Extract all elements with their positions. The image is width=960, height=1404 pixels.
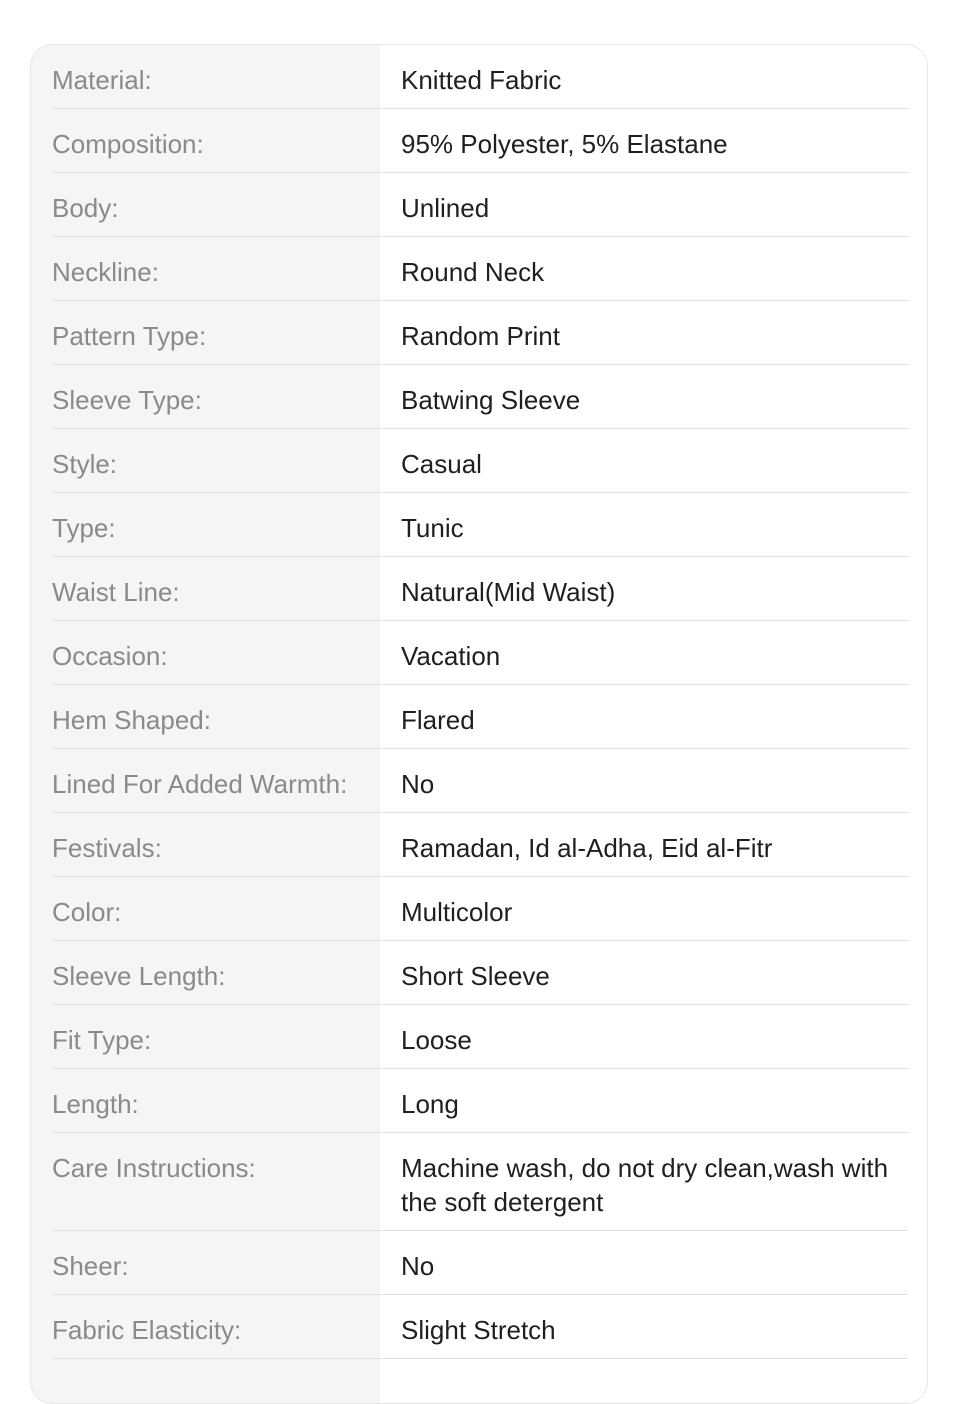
- spec-row-fabric-elasticity: [52, 1295, 908, 1359]
- spec-value: Tunic: [380, 493, 908, 556]
- spec-value: Casual: [380, 429, 908, 492]
- spec-value: Multicolor: [380, 877, 908, 940]
- spec-row-occasion: [52, 621, 908, 685]
- spec-value: No: [380, 749, 908, 812]
- spec-value: No: [380, 1231, 908, 1294]
- spec-row-waist-line: [52, 557, 908, 621]
- spec-row-style: [52, 429, 908, 493]
- spec-row-festivals: [52, 813, 908, 877]
- spec-row-care-instructions: [52, 1133, 908, 1231]
- spec-row-type: [52, 493, 908, 557]
- spec-row-length: [52, 1069, 908, 1133]
- spec-row-body: [52, 173, 908, 237]
- spec-value: Short Sleeve: [380, 941, 908, 1004]
- spec-label: Hem Shaped:: [52, 705, 211, 735]
- spec-value: Batwing Sleeve: [380, 365, 908, 428]
- spec-label: Lined For Added Warmth:: [52, 769, 348, 799]
- spec-label: Sheer:: [52, 1251, 129, 1281]
- spec-label: Fit Type:: [52, 1025, 152, 1055]
- specs-table: [52, 45, 908, 1359]
- spec-value: 95% Polyester, 5% Elastane: [380, 109, 908, 172]
- spec-row-hem-shaped: [52, 685, 908, 749]
- spec-label: Type:: [52, 513, 116, 543]
- spec-row-pattern-type: [52, 301, 908, 365]
- spec-row-fit-type: [52, 1005, 908, 1069]
- spec-value: Long: [380, 1069, 908, 1132]
- spec-label: Body:: [52, 193, 119, 223]
- spec-value: Round Neck: [380, 237, 908, 300]
- spec-label: Waist Line:: [52, 577, 180, 607]
- spec-value: Loose: [380, 1005, 908, 1068]
- spec-value: Machine wash, do not dry clean,wash with the soft detergent: [380, 1133, 908, 1230]
- spec-value: Unlined: [380, 173, 908, 236]
- spec-label: Sleeve Length:: [52, 961, 226, 991]
- spec-label: Pattern Type:: [52, 321, 207, 351]
- spec-label: Composition:: [52, 129, 204, 159]
- spec-label: Care Instructions:: [52, 1153, 256, 1183]
- spec-value: Knitted Fabric: [380, 45, 908, 108]
- spec-label: Occasion:: [52, 641, 168, 671]
- spec-label: Sleeve Type:: [52, 385, 202, 415]
- spec-label: Color:: [52, 897, 122, 927]
- spec-label: Festivals:: [52, 833, 162, 863]
- spec-value: Vacation: [380, 621, 908, 684]
- spec-label: Material:: [52, 65, 152, 95]
- spec-value: Natural(Mid Waist): [380, 557, 908, 620]
- spec-label: Length:: [52, 1089, 139, 1119]
- spec-row-sleeve-length: [52, 941, 908, 1005]
- spec-value: Random Print: [380, 301, 908, 364]
- product-specs-card: [30, 44, 928, 1404]
- spec-row-lined-for-added-warmth: [52, 749, 908, 813]
- spec-row-sleeve-type: [52, 365, 908, 429]
- spec-value: Slight Stretch: [380, 1295, 908, 1358]
- spec-row-material: [52, 45, 908, 109]
- spec-value: Ramadan, Id al-Adha, Eid al-Fitr: [380, 813, 908, 876]
- spec-row-composition: [52, 109, 908, 173]
- spec-label: Neckline:: [52, 257, 159, 287]
- spec-row-color: [52, 877, 908, 941]
- spec-row-sheer: [52, 1231, 908, 1295]
- spec-value: Flared: [380, 685, 908, 748]
- spec-row-neckline: [52, 237, 908, 301]
- spec-label: Fabric Elasticity:: [52, 1315, 242, 1345]
- spec-label: Style:: [52, 449, 118, 479]
